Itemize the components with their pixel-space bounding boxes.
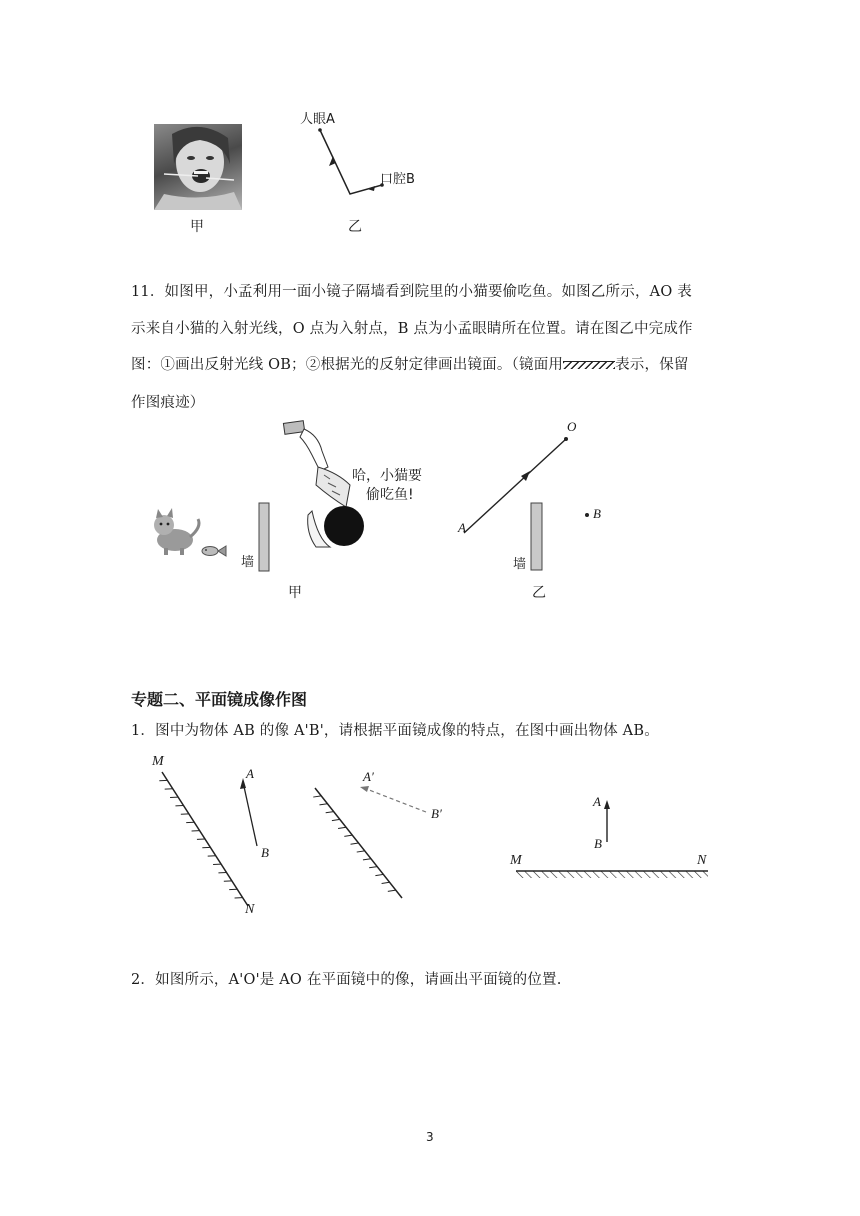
wall-label-yi: 墙: [513, 557, 527, 572]
fish-icon: [202, 546, 226, 556]
label-a2: A′: [363, 769, 374, 784]
image-ab-2: [364, 788, 426, 812]
figure-q11-yi: [450, 415, 630, 585]
label-m3: M: [510, 853, 522, 868]
label-a1: A: [246, 766, 254, 781]
figure-s2-mirrors: [140, 750, 720, 930]
wall-label-jia: 墙: [241, 555, 255, 570]
arrow-a3: [604, 800, 610, 809]
q11-line3: [131, 354, 689, 376]
mirror-hatch-1: [159, 780, 242, 898]
wall-rect-yi: [531, 503, 542, 570]
mirror-hatch-3: [516, 871, 708, 878]
dentist-photo-illustration: [154, 124, 242, 210]
section2-q1: 1．图中为物体 AB 的像 A'B'，请根据平面镜成像的特点，在图中画出物体 AB。: [131, 723, 659, 739]
caption-jia-top: 甲: [190, 219, 204, 235]
wall-rect-jia: [259, 503, 269, 571]
q11-line4: 作图痕迹）: [131, 395, 205, 411]
incident-ray-ao: [464, 439, 566, 533]
label-a: A: [458, 520, 466, 535]
label-b: B: [593, 506, 601, 521]
point-o: [564, 437, 568, 441]
label-o: O: [567, 419, 577, 434]
label-b2: B′: [431, 806, 442, 821]
q11-line3-a: 图：①画出反射光线 OB；②根据光的反射定律画出镜面。（镜面用: [131, 357, 564, 373]
label-m1: M: [152, 754, 164, 769]
dentist-photo: [154, 124, 242, 210]
label-n1: N: [245, 902, 255, 917]
point-b: [585, 513, 589, 517]
caption-yi-top: 乙: [348, 219, 362, 235]
label-a3: A: [593, 794, 601, 809]
mirror-hatch-2: [313, 796, 396, 891]
mirror-symbol-icon: [563, 361, 615, 369]
caption-jia-q11: 甲: [288, 585, 302, 601]
label-mouth-b: 口腔B: [380, 172, 415, 187]
ray-arrow-up: [329, 156, 336, 166]
section2-q2: 2．如图所示，A'O'是 AO 在平面镜中的像，请画出平面镜的位置.: [131, 972, 562, 988]
speech-line2: 偷吃鱼!: [366, 487, 414, 503]
point-eye: [318, 128, 322, 132]
q11-line3-b: 表示，保留: [615, 357, 689, 373]
label-eye-a: 人眼A: [300, 112, 335, 127]
cat-icon: [154, 508, 199, 555]
speech-line1: 哈，小猫要: [352, 468, 422, 484]
q11-line1: 11．如图甲，小孟利用一面小镜子隔墙看到院里的小猫要偷吃鱼。如图乙所示，AO 表: [131, 284, 692, 300]
page-number: 3: [426, 1130, 434, 1144]
label-b1: B: [261, 845, 269, 860]
object-ab-1: [243, 782, 257, 846]
arrow-a2: [360, 786, 369, 792]
label-n3: N: [697, 853, 707, 868]
label-b3: B: [594, 836, 602, 851]
caption-yi-q11: 乙: [532, 585, 546, 601]
section2-heading: 专题二、平面镜成像作图: [131, 690, 308, 709]
q11-line2: 示来自小猫的入射光线，O 点为入射点，B 点为小孟眼睛所在位置。请在图乙中完成作: [131, 321, 693, 337]
light-ray-path: [320, 130, 382, 194]
